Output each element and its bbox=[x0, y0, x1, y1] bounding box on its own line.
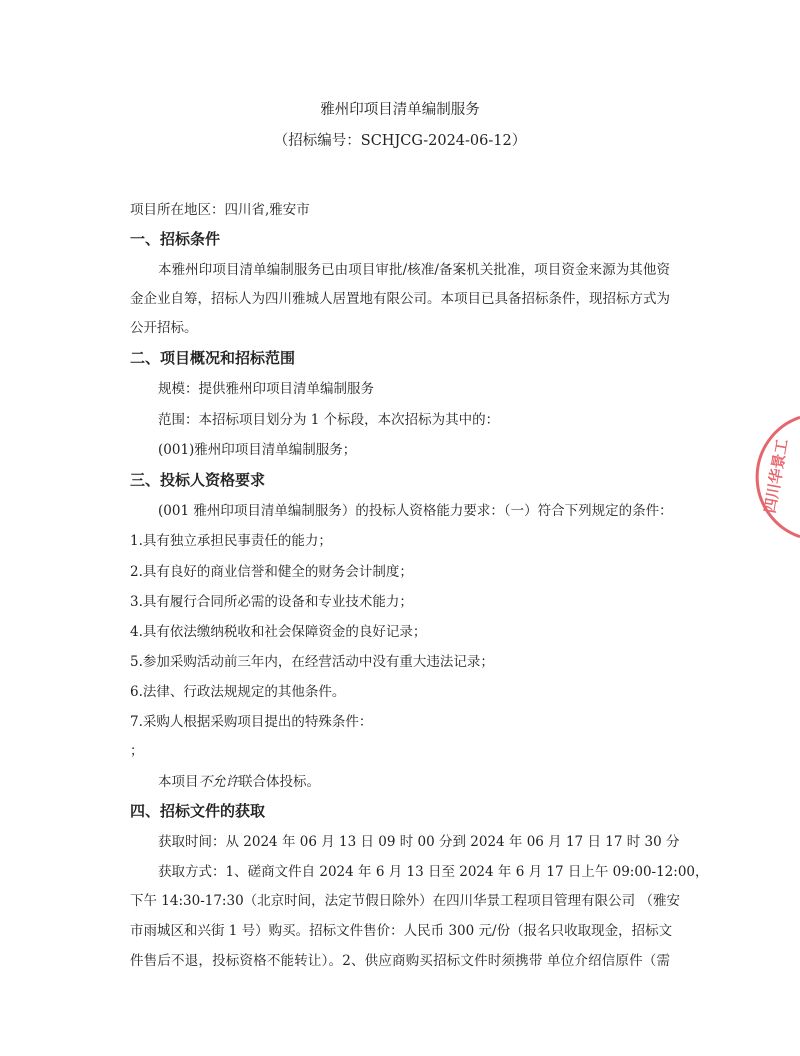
section-1-line: 本雅州印项目清单编制服务已由项目审批/核准/备案机关批准，项目资金来源为其他资 bbox=[158, 262, 670, 278]
qualification-item: 2.具有良好的商业信誉和健全的财务会计制度； bbox=[130, 564, 413, 580]
project-scope: 范围：本招标项目划分为 1 个标段，本次招标为其中的： bbox=[158, 412, 500, 428]
acquisition-method-line: 获取方式：1、磋商文件自 2024 年 6 月 13 日至 2024 年 6 月 17 日上午 09:00-12:00， bbox=[158, 864, 709, 880]
special-conditions-value: ； bbox=[130, 743, 144, 759]
seal-text: 四川华景工 bbox=[760, 437, 792, 515]
tender-number: （招标编号：SCHJCG-2024-06-12） bbox=[273, 133, 527, 149]
consortium-text: 本项目 bbox=[158, 774, 199, 790]
section-4-heading: 四、招标文件的获取 bbox=[130, 802, 266, 820]
consortium-note bbox=[158, 773, 320, 791]
qualification-item: 6.法律、行政法规规定的其他条件。 bbox=[130, 684, 346, 700]
qualification-item: 4.具有依法缴纳税收和社会保障资金的良好记录； bbox=[130, 624, 427, 640]
acquisition-method-line: 下午 14:30-17:30（北京时间，法定节假日除外）在四川华景工程项目管理有限公司 （雅安 bbox=[130, 893, 680, 909]
qualification-item: 1.具有独立承担民事责任的能力； bbox=[130, 533, 332, 549]
lot-item: (001)雅州印项目清单编制服务； bbox=[158, 442, 357, 458]
section-1-line: 公开招标。 bbox=[130, 320, 198, 336]
qualification-item: 7.采购人根据采购项目提出的特殊条件： bbox=[130, 714, 373, 730]
acquisition-method-line: 市雨城区和兴街 1 号）购买。招标文件售价：人民币 300 元/份（报名只收取现金，招标文 bbox=[130, 923, 673, 939]
qualification-intro: (001 雅州印项目清单编制服务）的投标人资格能力要求：（一）符合下列规定的条件： bbox=[158, 503, 673, 519]
section-1-line: 金企业自筹，招标人为四川雅城人居置地有限公司。本项目已具备招标条件，现招标方式为 bbox=[130, 291, 670, 307]
seal-graphic bbox=[755, 412, 800, 542]
qualification-item: 3.具有履行合同所必需的设备和专业技术能力； bbox=[130, 594, 413, 610]
document-title: 雅州印项目清单编制服务 bbox=[320, 102, 480, 118]
section-3-heading: 三、投标人资格要求 bbox=[130, 471, 266, 489]
section-1-heading: 一、招标条件 bbox=[130, 230, 221, 248]
consortium-text: 联合体投标。 bbox=[239, 774, 320, 790]
consortium-emphasis: 不允许 bbox=[198, 774, 239, 790]
project-region: 项目所在地区：四川省,雅安市 bbox=[130, 202, 310, 218]
section-2-heading: 二、项目概况和招标范围 bbox=[130, 349, 296, 367]
project-scale: 规模：提供雅州印项目清单编制服务 bbox=[158, 381, 374, 397]
acquisition-method-line: 件售后不退，投标资格不能转让）。2、供应商购买招标文件时须携带 单位介绍信原件（需 bbox=[130, 953, 670, 969]
acquisition-time: 获取时间：从 2024 年 06 月 13 日 09 时 00 分到 2024 年 06 月 17 日 17 时 30 分 bbox=[158, 834, 680, 850]
company-seal bbox=[755, 412, 800, 542]
qualification-item: 5.参加采购活动前三年内，在经营活动中没有重大违法记录； bbox=[130, 654, 494, 670]
